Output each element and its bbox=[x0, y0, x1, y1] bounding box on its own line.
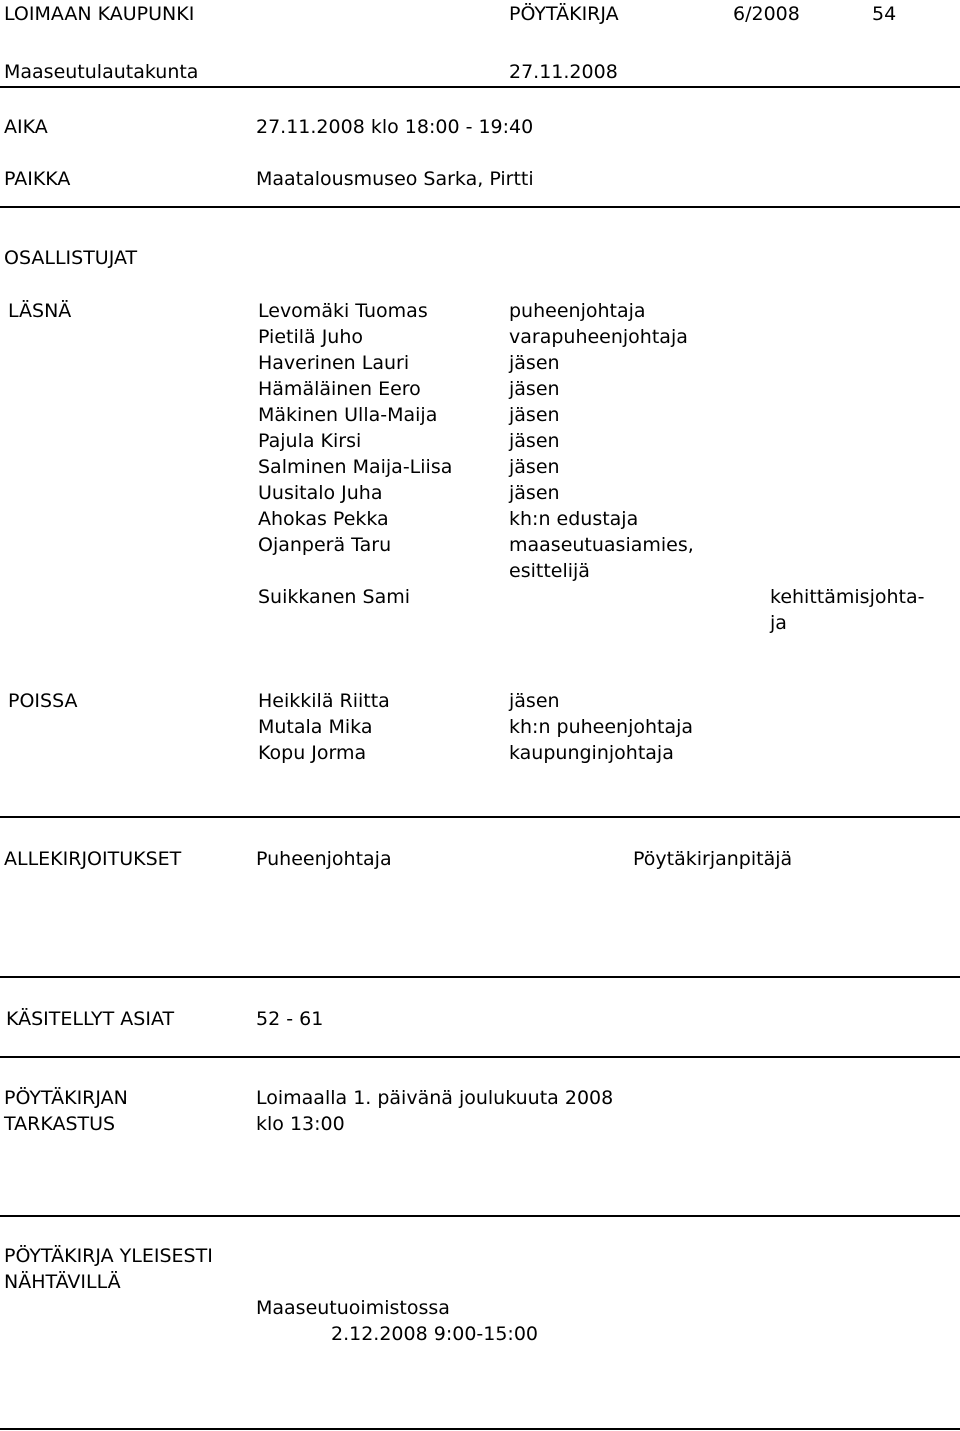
time-value: 27.11.2008 klo 18:00 - 19:40 bbox=[256, 116, 534, 138]
absent-role: jäsen bbox=[509, 690, 560, 712]
place-label: PAIKKA bbox=[4, 168, 71, 190]
review-value-line1: Loimaalla 1. päivänä joulukuuta 2008 bbox=[256, 1087, 614, 1109]
header-doc-number: 6/2008 bbox=[733, 3, 800, 25]
absent-name: Kopu Jorma bbox=[258, 742, 367, 764]
signatures-divider bbox=[0, 976, 960, 978]
participant-role: jäsen bbox=[509, 404, 560, 426]
items-label: KÄSITELLYT ASIAT bbox=[6, 1008, 175, 1030]
header-city: LOIMAAN KAUPUNKI bbox=[4, 3, 195, 25]
absent-label: POISSA bbox=[8, 690, 78, 712]
participant-role: jäsen bbox=[509, 482, 560, 504]
review-value-line2: klo 13:00 bbox=[256, 1113, 345, 1135]
participant-role: puheenjohtaja bbox=[509, 300, 646, 322]
signature-secretary: Pöytäkirjanpitäjä bbox=[633, 848, 793, 870]
review-label-line2: TARKASTUS bbox=[4, 1113, 116, 1135]
participant-name: Salminen Maija-Liisa bbox=[258, 456, 453, 478]
participant-role: kehittämisjohta- bbox=[770, 586, 925, 608]
participant-name: Uusitalo Juha bbox=[258, 482, 383, 504]
participant-name: Pietilä Juho bbox=[258, 326, 364, 348]
review-label-line1: PÖYTÄKIRJAN bbox=[4, 1087, 128, 1109]
header-body: Maaseutulautakunta bbox=[4, 61, 199, 83]
participant-role: kh:n edustaja bbox=[509, 508, 639, 530]
header-divider bbox=[0, 86, 960, 88]
participant-role: maaseutuasiamies, bbox=[509, 534, 694, 556]
participant-role: jäsen bbox=[509, 430, 560, 452]
absent-role: kaupunginjohtaja bbox=[509, 742, 674, 764]
present-label: LÄSNÄ bbox=[8, 300, 72, 322]
absent-name: Heikkilä Riitta bbox=[258, 690, 390, 712]
participant-role: jäsen bbox=[509, 352, 560, 374]
participant-role: jäsen bbox=[509, 378, 560, 400]
participants-divider bbox=[0, 816, 960, 818]
participant-name: Mäkinen Ulla-Maija bbox=[258, 404, 438, 426]
participant-name: Hämäläinen Eero bbox=[258, 378, 421, 400]
participant-name: Levomäki Tuomas bbox=[258, 300, 428, 322]
bottom-divider bbox=[0, 1428, 960, 1430]
participants-section-label: OSALLISTUJAT bbox=[4, 247, 138, 269]
participant-role: jäsen bbox=[509, 456, 560, 478]
participant-name: Ojanperä Taru bbox=[258, 534, 392, 556]
public-place: Maaseutuoimistossa bbox=[256, 1297, 450, 1319]
participant-role-continued: esittelijä bbox=[509, 560, 590, 582]
header-doc-type: PÖYTÄKIRJA bbox=[509, 3, 619, 25]
signature-chair: Puheenjohtaja bbox=[256, 848, 392, 870]
participant-name: Pajula Kirsi bbox=[258, 430, 362, 452]
header-date: 27.11.2008 bbox=[509, 61, 618, 83]
meeting-divider bbox=[0, 206, 960, 208]
participant-name: Haverinen Lauri bbox=[258, 352, 410, 374]
participant-role-continued: ja bbox=[770, 612, 787, 634]
public-label-line1: PÖYTÄKIRJA YLEISESTI bbox=[4, 1245, 213, 1267]
absent-name: Mutala Mika bbox=[258, 716, 373, 738]
items-value: 52 - 61 bbox=[256, 1008, 324, 1030]
absent-role: kh:n puheenjohtaja bbox=[509, 716, 694, 738]
time-label: AIKA bbox=[4, 116, 48, 138]
items-divider bbox=[0, 1056, 960, 1058]
header-page-number: 54 bbox=[872, 3, 897, 25]
participant-name: Suikkanen Sami bbox=[258, 586, 410, 608]
participant-role: varapuheenjohtaja bbox=[509, 326, 688, 348]
participant-name: Ahokas Pekka bbox=[258, 508, 389, 530]
signatures-label: ALLEKIRJOITUKSET bbox=[4, 848, 182, 870]
place-value: Maatalousmuseo Sarka, Pirtti bbox=[256, 168, 534, 190]
public-label-line2: NÄHTÄVILLÄ bbox=[4, 1271, 121, 1293]
public-time: 2.12.2008 9:00-15:00 bbox=[331, 1323, 539, 1345]
review-divider bbox=[0, 1215, 960, 1217]
